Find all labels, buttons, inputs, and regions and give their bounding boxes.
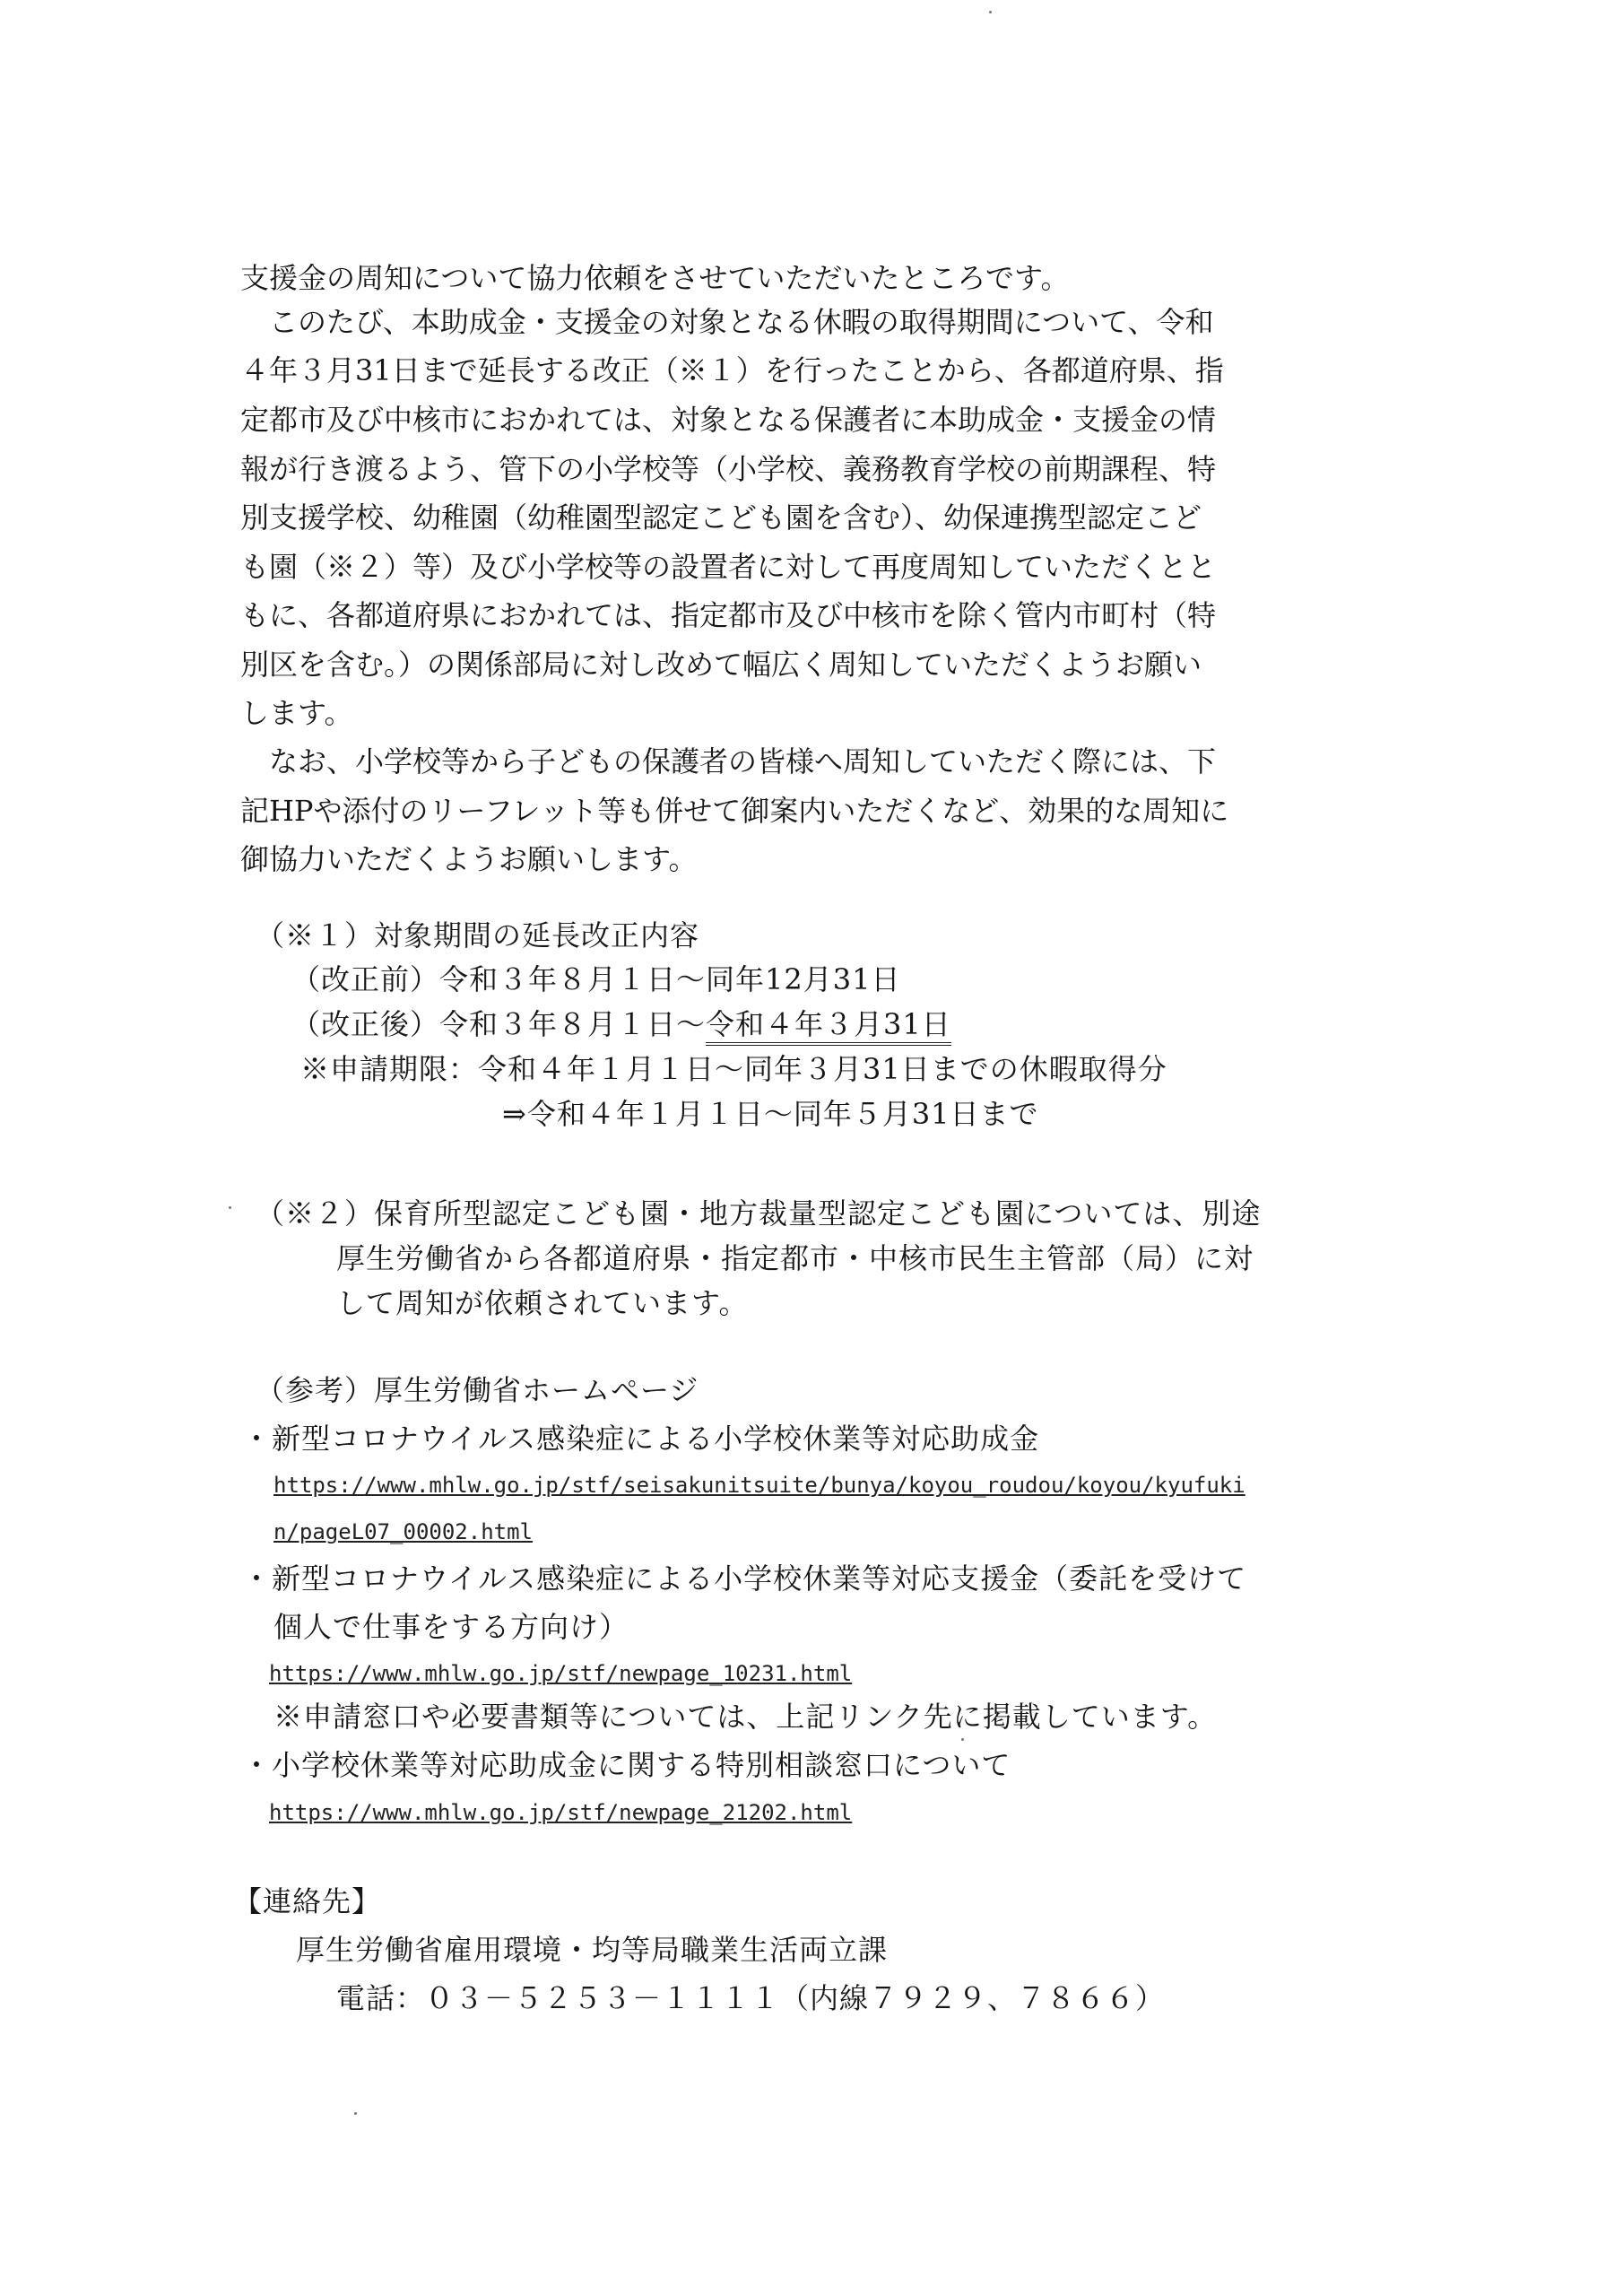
paragraph-2-line-5: 別支援学校、幼稚園（幼稚園型認定こども園を含む）、幼保連携型認定こど	[240, 500, 1202, 535]
reference-item2-title-line-2: 個人で仕事をする方向け）	[273, 1610, 629, 1644]
scan-speck	[229, 1206, 231, 1209]
note1-after-prefix: （改正後）令和３年８月１日～	[291, 1007, 707, 1041]
contact-office: 厚生労働省雇用環境・均等局職業生活両立課	[296, 1933, 889, 1967]
note2-line-1: （※２）保育所型認定こども園・地方裁量型認定こども園については、別途	[256, 1196, 1262, 1231]
reference-heading: （参考）厚生労働省ホームページ	[256, 1373, 699, 1407]
paragraph-2-line-1: このたび、本助成金・支援金の対象となる休暇の取得期間について、令和	[240, 305, 1214, 339]
reference-item1-url-line-1[interactable]: https://www.mhlw.go.jp/stf/seisakunitsuite/bunya/koyou_roudou/koyou/kyufuki	[273, 1473, 1245, 1498]
paragraph-2-line-3: 定都市及び中核市におかれては、対象となる保護者に本助成金・支援金の情	[240, 403, 1217, 437]
paragraph-2-line-6: も園（※２）等）及び小学校等の設置者に対して再度周知していただくとと	[240, 550, 1217, 584]
reference-item2-note: ※申請窓口や必要書類等については、上記リンク先に掲載しています。	[273, 1700, 1218, 1734]
note2-line-3: して周知が依頼されています。	[336, 1286, 749, 1320]
note1-deadline-2: ⇒令和４年１月１日～同年５月31日まで	[502, 1097, 1039, 1131]
scan-speck	[354, 2112, 357, 2115]
note1-after	[291, 1006, 951, 1042]
paragraph-2-line-9: します。	[240, 696, 353, 730]
paragraph-2-line-4: 報が行き渡るよう、管下の小学校等（小学校、義務教育学校の前期課程、特	[240, 452, 1217, 486]
contact-tel: 電話：０３－５２５３－１１１１（内線７９２９、７８６６）	[336, 1981, 1166, 2015]
scan-speck	[989, 11, 992, 13]
reference-item1-url-line-2[interactable]: n/pageL07_00002.html	[273, 1519, 533, 1544]
note2-line-2: 厚生労働省から各都道府県・指定都市・中核市民生主管部（局）に対	[336, 1241, 1254, 1275]
note1-before: （改正前）令和３年８月１日～同年12月31日	[291, 962, 901, 996]
paragraph-2-line-8: 別区を含む。）の関係部局に対し改めて幅広く周知していただくようお願い	[240, 648, 1202, 682]
note1-heading: （※１）対象期間の延長改正内容	[256, 918, 700, 952]
paragraph-3-line-3: 御協力いただくようお願いします。	[240, 842, 698, 876]
scan-speck	[961, 1738, 964, 1741]
contact-heading: 【連絡先】	[233, 1884, 382, 1918]
reference-item3-url[interactable]: https://www.mhlw.go.jp/stf/newpage_21202.html	[269, 1800, 853, 1825]
paragraph-2-line-7: もに、各都道府県におかれては、指定都市及び中核市を除く管内市町村（特	[240, 598, 1217, 632]
note1-deadline-1: ※申請期限：令和４年１月１日～同年３月31日までの休暇取得分	[300, 1052, 1167, 1086]
paragraph-3-line-1: なお、小学校等から子どもの保護者の皆様へ周知していただく際には、下	[240, 744, 1217, 778]
reference-item2-title-line-1: ・新型コロナウイルス感染症による小学校休業等対応支援金（委託を受けて	[242, 1561, 1247, 1596]
reference-item1-title: ・新型コロナウイルス感染症による小学校休業等対応助成金	[242, 1422, 1040, 1456]
paragraph-3-line-2: 記HPや添付のリーフレット等も併せて御案内いただくなど、効果的な周知に	[240, 794, 1229, 828]
paragraph-2-line-2: ４年３月31日まで延長する改正（※１）を行ったことから、各都道府県、指	[240, 353, 1224, 387]
note1-after-new-date: 令和４年３月31日	[706, 1007, 951, 1046]
reference-item2-url[interactable]: https://www.mhlw.go.jp/stf/newpage_10231.html	[269, 1661, 853, 1686]
paragraph-1: 支援金の周知について協力依頼をさせていただいたところです。	[240, 261, 1070, 295]
reference-item3-title: ・小学校休業等対応助成金に関する特別相談窓口について	[242, 1748, 1011, 1782]
